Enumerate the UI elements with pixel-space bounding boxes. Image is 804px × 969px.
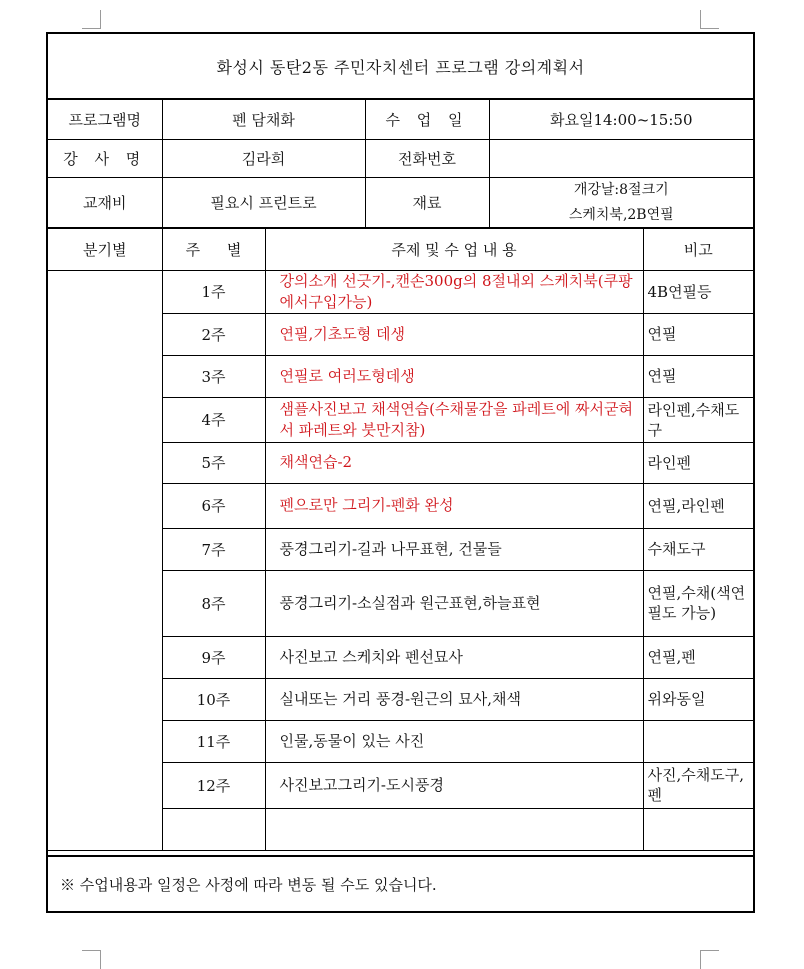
note-cell: 연필 (643, 355, 753, 397)
quarter-header: 분기별 (48, 228, 162, 270)
topic-cell: 강의소개 선긋기-,캔손300g의 8절내외 스케치북(쿠팡에서구입가능) (265, 270, 643, 313)
weekly-plan-table (48, 227, 753, 851)
schedule-change-note: ※ 수업내용과 일정은 사정에 따라 변동 될 수도 있습니다. (48, 855, 753, 911)
note-header: 비고 (643, 228, 753, 270)
week-header: 주 별 (162, 228, 265, 270)
crop-mark-top-right (700, 10, 719, 29)
document-title: 화성시 동탄2동 주민자치센터 프로그램 강의계획서 (216, 57, 585, 77)
topic-cell: 인물,동물이 있는 사진 (265, 720, 643, 762)
phone-label: 전화번호 (365, 139, 489, 177)
crop-mark-bottom-right (700, 950, 719, 969)
fee-value: 필요시 프린트로 (162, 177, 365, 228)
topic-cell: 채색연습-2 (265, 442, 643, 483)
note-cell: 수채도구 (643, 528, 753, 570)
lecture-plan-document (46, 32, 755, 913)
week-cell: 6주 (162, 483, 265, 528)
note-cell: 라인펜 (643, 442, 753, 483)
phone-value (489, 139, 753, 177)
topic-cell: 실내또는 거리 풍경-원근의 묘사,채색 (265, 678, 643, 720)
material-label: 재료 (365, 177, 489, 228)
program-name-label: 프로그램명 (48, 99, 162, 139)
program-name-value: 펜 담채화 (162, 99, 365, 139)
program-info-table (48, 98, 753, 229)
topic-header: 주제 및 수 업 내 용 (265, 228, 643, 270)
week-cell: 8주 (162, 570, 265, 636)
week-cell: 11주 (162, 720, 265, 762)
note-cell: 위와동일 (643, 678, 753, 720)
crop-mark-bottom-left (82, 950, 101, 969)
topic-cell: 풍경그리기-소실점과 원근표현,하늘표현 (265, 570, 643, 636)
topic-cell: 연필로 여러도형데생 (265, 355, 643, 397)
note-cell: 4B연필등 (643, 270, 753, 313)
week-cell: 3주 (162, 355, 265, 397)
topic-cell: 사진보고그리기-도시풍경 (265, 762, 643, 808)
note-cell: 연필,라인펜 (643, 483, 753, 528)
class-day-value: 화요일14:00~15:50 (489, 99, 753, 139)
week-cell: 7주 (162, 528, 265, 570)
week-cell: 5주 (162, 442, 265, 483)
week-cell: 2주 (162, 313, 265, 355)
class-day-label: 수 업 일 (365, 99, 489, 139)
material-line: 개강날:8절크기 (573, 181, 669, 198)
week-cell: 9주 (162, 636, 265, 678)
plan-row (48, 270, 753, 313)
week-cell: 12주 (162, 762, 265, 808)
note-cell: 연필 (643, 313, 753, 355)
week-cell (162, 808, 265, 850)
crop-mark-top-left (82, 10, 101, 29)
material-line: 스케치북,2B연필 (568, 206, 674, 223)
quarter-cell (48, 270, 162, 850)
material-value (489, 177, 753, 228)
note-cell (643, 720, 753, 762)
note-cell: 사진,수채도구,펜 (643, 762, 753, 808)
week-cell: 10주 (162, 678, 265, 720)
week-cell: 4주 (162, 397, 265, 442)
topic-cell: 사진보고 스케치와 펜선묘사 (265, 636, 643, 678)
note-cell: 라인펜,수채도구 (643, 397, 753, 442)
fee-label: 교재비 (48, 177, 162, 228)
plan-header-row (48, 228, 753, 270)
instructor-label: 강 사 명 (48, 139, 162, 177)
instructor-value: 김라희 (162, 139, 365, 177)
note-cell: 연필,펜 (643, 636, 753, 678)
week-cell: 1주 (162, 270, 265, 313)
topic-cell: 샘플사진보고 채색연습(수채물감을 파레트에 짜서굳혀서 파레트와 붓만지참) (265, 397, 643, 442)
topic-cell (265, 808, 643, 850)
note-cell (643, 808, 753, 850)
note-cell: 연필,수채(색연필도 가능) (643, 570, 753, 636)
topic-cell: 연필,기초도형 데생 (265, 313, 643, 355)
topic-cell: 펜으로만 그리기-펜화 완성 (265, 483, 643, 528)
topic-cell: 풍경그리기-길과 나무표현, 건물들 (265, 528, 643, 570)
